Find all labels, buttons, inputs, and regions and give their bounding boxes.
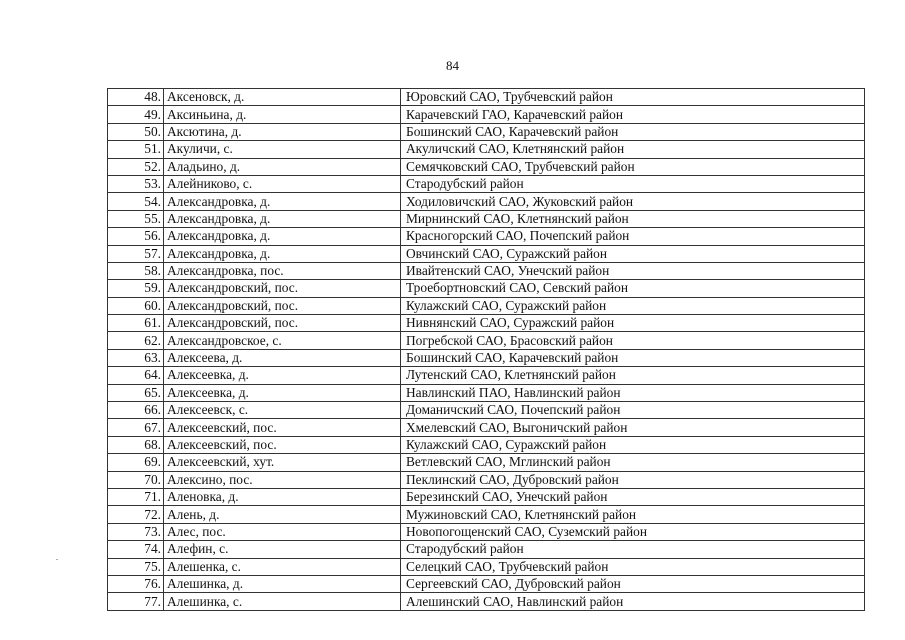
row-number-cell: 71. [108, 488, 164, 505]
row-number-cell: 66. [108, 402, 164, 419]
district-cell: Лутенский САО, Клетнянский район [401, 367, 865, 384]
row-number-cell: 70. [108, 471, 164, 488]
page-number: 84 [446, 58, 459, 73]
district-cell: Красногорский САО, Почепский район [401, 228, 865, 245]
table-row [108, 89, 865, 106]
district-cell: Ивайтенский САО, Унечский район [401, 262, 865, 279]
table-row [108, 158, 865, 175]
settlement-name-cell: Алексеева, д. [164, 349, 401, 366]
row-number-cell: 58. [108, 262, 164, 279]
table-row [108, 593, 865, 610]
district-cell: Стародубский район [401, 541, 865, 558]
district-cell: Семячковский САО, Трубчевский район [401, 158, 865, 175]
table-row [108, 436, 865, 453]
row-number-cell: 49. [108, 106, 164, 123]
district-cell: Бошинский САО, Карачевский район [401, 349, 865, 366]
table-row [108, 454, 865, 471]
row-number-cell: 73. [108, 523, 164, 540]
settlement-name-cell: Алексеевский, пос. [164, 419, 401, 436]
row-number-cell: 53. [108, 175, 164, 192]
district-cell: Ветлевский САО, Мглинский район [401, 454, 865, 471]
table-row [108, 471, 865, 488]
table-row [108, 245, 865, 262]
margin-speck [56, 559, 58, 560]
district-cell: Пеклинский САО, Дубровский район [401, 471, 865, 488]
table-row [108, 297, 865, 314]
table-row [108, 332, 865, 349]
table-row [108, 315, 865, 332]
row-number-cell: 51. [108, 141, 164, 158]
row-number-cell: 65. [108, 384, 164, 401]
district-cell: Ходиловичский САО, Жуковский район [401, 193, 865, 210]
settlement-name-cell: Александровский, пос. [164, 297, 401, 314]
district-cell: Овчинский САО, Суражский район [401, 245, 865, 262]
row-number-cell: 61. [108, 315, 164, 332]
row-number-cell: 60. [108, 297, 164, 314]
row-number-cell: 62. [108, 332, 164, 349]
row-number-cell: 57. [108, 245, 164, 262]
table-row [108, 210, 865, 227]
table-row [108, 558, 865, 575]
settlement-name-cell: Аладьино, д. [164, 158, 401, 175]
settlement-name-cell: Алексеевка, д. [164, 367, 401, 384]
district-cell: Бошинский САО, Карачевский район [401, 123, 865, 140]
row-number-cell: 52. [108, 158, 164, 175]
table-row [108, 541, 865, 558]
district-cell: Мужиновский САО, Клетнянский район [401, 506, 865, 523]
table-row [108, 280, 865, 297]
row-number-cell: 67. [108, 419, 164, 436]
row-number-cell: 56. [108, 228, 164, 245]
row-number-cell: 77. [108, 593, 164, 610]
settlement-name-cell: Александровское, с. [164, 332, 401, 349]
row-number-cell: 54. [108, 193, 164, 210]
table-row [108, 141, 865, 158]
district-cell: Сергеевский САО, Дубровский район [401, 575, 865, 592]
settlement-name-cell: Александровка, д. [164, 193, 401, 210]
district-cell: Хмелевский САО, Выгоничский район [401, 419, 865, 436]
settlement-name-cell: Алешинка, д. [164, 575, 401, 592]
row-number-cell: 55. [108, 210, 164, 227]
district-cell: Новопогощенский САО, Суземский район [401, 523, 865, 540]
row-number-cell: 69. [108, 454, 164, 471]
table-row [108, 402, 865, 419]
table-row [108, 367, 865, 384]
settlement-name-cell: Алексеевский, пос. [164, 436, 401, 453]
district-cell: Нивнянский САО, Суражский район [401, 315, 865, 332]
table-row [108, 575, 865, 592]
settlement-name-cell: Александровский, пос. [164, 315, 401, 332]
row-number-cell: 64. [108, 367, 164, 384]
row-number-cell: 72. [108, 506, 164, 523]
settlement-name-cell: Акуличи, с. [164, 141, 401, 158]
settlement-name-cell: Алень, д. [164, 506, 401, 523]
settlement-name-cell: Алексеевский, хут. [164, 454, 401, 471]
settlement-name-cell: Аксеновск, д. [164, 89, 401, 106]
table-row [108, 175, 865, 192]
table-row [108, 506, 865, 523]
district-cell: Троебортновский САО, Севский район [401, 280, 865, 297]
table-row [108, 384, 865, 401]
district-cell: Акуличский САО, Клетнянский район [401, 141, 865, 158]
district-cell: Навлинский ПАО, Навлинский район [401, 384, 865, 401]
table-row [108, 349, 865, 366]
settlement-name-cell: Александровка, д. [164, 210, 401, 227]
row-number-cell: 68. [108, 436, 164, 453]
settlement-name-cell: Александровка, д. [164, 228, 401, 245]
district-cell: Кулажский САО, Суражский район [401, 297, 865, 314]
district-cell: Алешинский САО, Навлинский район [401, 593, 865, 610]
settlement-name-cell: Алешинка, с. [164, 593, 401, 610]
settlement-name-cell: Александровка, д. [164, 245, 401, 262]
settlement-name-cell: Алефин, с. [164, 541, 401, 558]
row-number-cell: 74. [108, 541, 164, 558]
table-row [108, 123, 865, 140]
settlement-name-cell: Алексеевск, с. [164, 402, 401, 419]
table-row [108, 228, 865, 245]
table-row [108, 262, 865, 279]
row-number-cell: 76. [108, 575, 164, 592]
district-cell: Стародубский район [401, 175, 865, 192]
row-number-cell: 75. [108, 558, 164, 575]
district-cell: Погребской САО, Брасовский район [401, 332, 865, 349]
table-row [108, 106, 865, 123]
settlement-name-cell: Алешенка, с. [164, 558, 401, 575]
settlement-name-cell: Аксютина, д. [164, 123, 401, 140]
settlement-name-cell: Алексино, пос. [164, 471, 401, 488]
district-cell: Селецкий САО, Трубчевский район [401, 558, 865, 575]
district-cell: Березинский САО, Унечский район [401, 488, 865, 505]
table-row [108, 193, 865, 210]
district-cell: Доманичский САО, Почепский район [401, 402, 865, 419]
row-number-cell: 63. [108, 349, 164, 366]
table-row [108, 488, 865, 505]
row-number-cell: 59. [108, 280, 164, 297]
table-row [108, 419, 865, 436]
settlements-table-body [108, 89, 865, 611]
settlement-name-cell: Алексеевка, д. [164, 384, 401, 401]
settlement-name-cell: Аксиньина, д. [164, 106, 401, 123]
settlement-name-cell: Александровский, пос. [164, 280, 401, 297]
district-cell: Карачевский ГАО, Карачевский район [401, 106, 865, 123]
settlement-name-cell: Александровка, пос. [164, 262, 401, 279]
settlement-name-cell: Аленовка, д. [164, 488, 401, 505]
settlement-name-cell: Алес, пос. [164, 523, 401, 540]
row-number-cell: 48. [108, 89, 164, 106]
district-cell: Кулажский САО, Суражский район [401, 436, 865, 453]
row-number-cell: 50. [108, 123, 164, 140]
settlements-table [107, 88, 865, 611]
district-cell: Мирнинский САО, Клетнянский район [401, 210, 865, 227]
settlement-name-cell: Алейниково, с. [164, 175, 401, 192]
table-row [108, 523, 865, 540]
district-cell: Юровский САО, Трубчевский район [401, 89, 865, 106]
